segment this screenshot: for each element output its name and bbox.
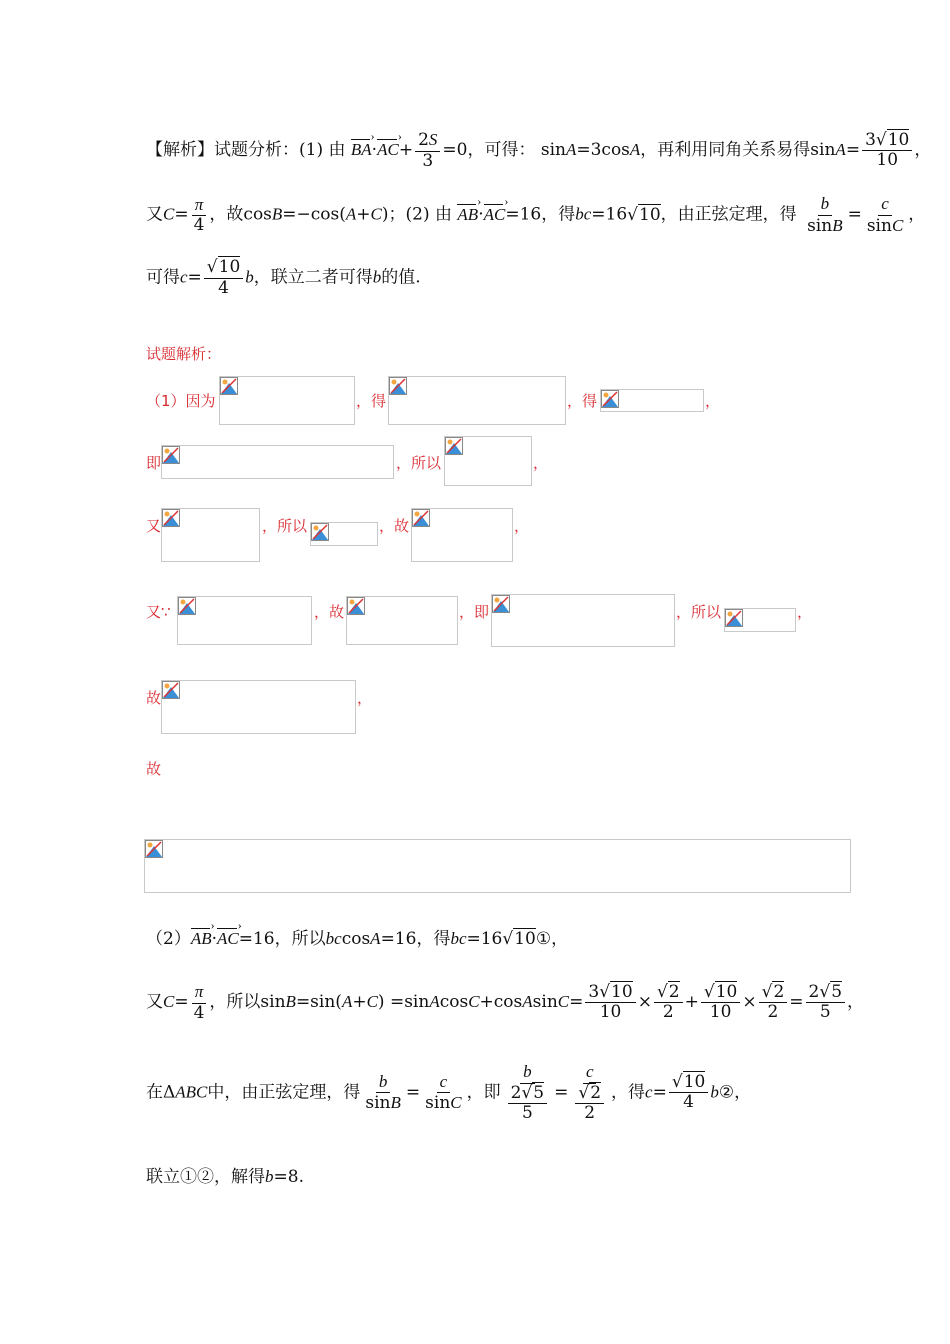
broken-image bbox=[346, 596, 458, 645]
broken-image bbox=[161, 445, 394, 479]
broken-image-icon bbox=[162, 509, 180, 527]
broken-image bbox=[161, 680, 356, 734]
broken-image-icon bbox=[162, 446, 180, 464]
part2-line-3: 在ΔABC中，由正弦定理，得 $\frac{b}{\sin B}$ = $\frac{c}{\sin C}$ ，即 $\frac{b}{\frac{2√5}{5}}$ = $\frac{c}{\frac{√2}{2}}$ ，得c= $\frac{√10}{4}$ b②， bbox=[146, 1062, 752, 1124]
broken-image-icon bbox=[725, 609, 743, 627]
broken-image bbox=[724, 608, 796, 632]
solution-heading: 试题解析： bbox=[146, 345, 222, 363]
broken-image bbox=[411, 508, 513, 562]
broken-image bbox=[219, 376, 355, 425]
broken-image-icon bbox=[389, 377, 407, 395]
broken-image bbox=[600, 389, 704, 412]
broken-image-icon bbox=[412, 509, 430, 527]
broken-image bbox=[491, 594, 675, 647]
analysis-tag: 【解析】 bbox=[146, 140, 214, 161]
broken-image-icon bbox=[601, 390, 619, 408]
broken-image bbox=[161, 508, 260, 562]
part2-line-2: 又C= $\frac{\pi}{4}$ ，所以sinB=sin(A+C) =sinAcosC+cosAsinC= $\frac{3√10}{10}$ × $\frac{√2}{2}$ + $\frac{√10}{10}$ × $\frac{√2}{2}$ = $\frac{2√5}{5}$ ， bbox=[146, 981, 865, 1023]
broken-image-icon bbox=[220, 377, 238, 395]
broken-image-icon bbox=[162, 681, 180, 699]
broken-image-icon bbox=[347, 597, 365, 615]
broken-image bbox=[177, 596, 312, 645]
analysis-line-1: 【解析】试题分析：(1) 由 BA ›·AC ›+ $\frac{2S}{3}$ =0，可得： sinA=3cosA，再利用同角关系易得sinA= $\frac{3√10}{10}$ ， bbox=[146, 130, 931, 171]
broken-image-icon bbox=[178, 597, 196, 615]
broken-image bbox=[444, 436, 532, 486]
analysis-line-2: 又C= $\frac{\pi}{4}$ ，故cosB=−cos(A+C)；(2) 由 AB ›·AC ›=16，得bc=16√10，由正弦定理，得 $\frac{b}{\sin B}$ = $\frac{c}{\sin C}$ ， bbox=[146, 194, 925, 236]
broken-image-wide bbox=[144, 839, 851, 893]
broken-image-icon bbox=[445, 437, 463, 455]
broken-image-icon bbox=[311, 523, 329, 541]
analysis-line-3: 可得c= $\frac{√10}{4}$ b，联立二者可得b的值. bbox=[146, 257, 421, 298]
broken-image bbox=[310, 522, 378, 546]
broken-image-icon bbox=[145, 840, 163, 858]
broken-image-icon bbox=[492, 595, 510, 613]
part2-line-1: （2）AB ›·AC ›=16，所以bccosA=16，得bc=16√10①， bbox=[146, 924, 568, 949]
part2-line-4: 联立①②，解得b=8. bbox=[146, 1167, 304, 1187]
broken-image bbox=[388, 376, 566, 425]
